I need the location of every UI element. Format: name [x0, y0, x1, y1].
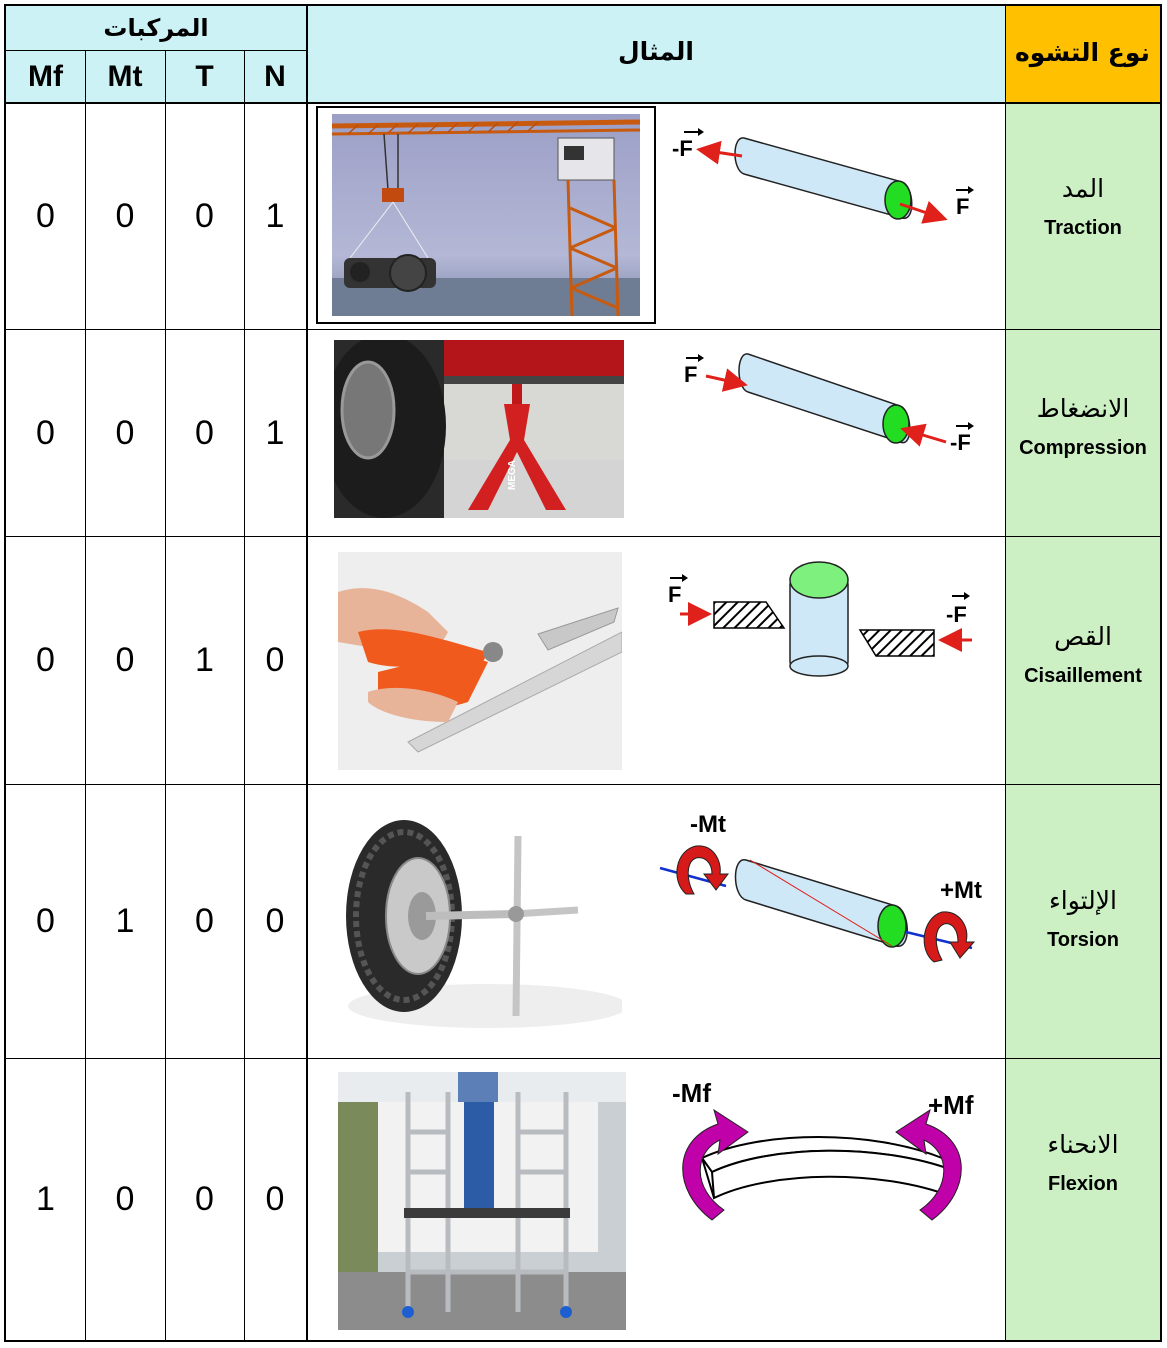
value-n: 0: [265, 641, 285, 679]
traction-right-label: F: [956, 194, 970, 219]
compression-left-label: F: [684, 362, 698, 387]
value-t: 0: [195, 902, 214, 940]
value-n: 1: [265, 413, 285, 452]
type-french: Torsion: [1047, 929, 1119, 951]
value-mf: 0: [36, 197, 55, 235]
type-arabic: الانحناء: [1047, 1130, 1119, 1159]
flexion-diagram: [662, 1070, 982, 1230]
value-mf: 0: [36, 413, 55, 452]
value-t: 0: [195, 413, 214, 452]
scaffold-photo: [338, 1072, 626, 1330]
tire-wrench-photo: [338, 806, 622, 1038]
divider: [306, 6, 308, 1340]
value-mf: 0: [36, 641, 55, 679]
col-header-mf: Mf: [28, 59, 63, 93]
compression-diagram: [666, 346, 976, 536]
value-mt: 0: [115, 641, 135, 679]
type-arabic: الانضغاط: [1036, 394, 1130, 423]
value-n: 1: [265, 197, 285, 235]
torsion-right-label: +Mt: [940, 877, 982, 904]
value-t: 1: [195, 641, 214, 679]
col-header-n: N: [264, 59, 286, 93]
jack-stand-photo: [334, 340, 624, 518]
value-t: 0: [195, 1180, 214, 1218]
type-french: Cisaillement: [1024, 665, 1142, 687]
type-french: Compression: [1019, 437, 1147, 459]
type-cell: [1006, 394, 1160, 460]
type-french: Flexion: [1047, 1173, 1118, 1195]
col-header-mt: Mt: [107, 59, 143, 93]
torsion-diagram: [656, 802, 986, 982]
components-title: المركبات: [103, 14, 209, 42]
type-cell: [1006, 1130, 1160, 1196]
value-mf: 1: [36, 1180, 55, 1218]
value-mt: 1: [115, 902, 135, 940]
example-title: المثال: [617, 36, 694, 66]
divider: [6, 50, 306, 51]
type-title: نوع التشوه: [1015, 37, 1150, 67]
shear-diagram: [662, 552, 982, 682]
traction-diagram: [666, 116, 976, 326]
type-cell: [1006, 174, 1160, 240]
value-n: 0: [265, 902, 285, 940]
traction-left-label: -F: [672, 136, 693, 161]
col-header-t: T: [195, 59, 214, 93]
shears-photo: [338, 552, 622, 770]
shear-right-label: -F: [946, 602, 967, 627]
value-mf: 0: [36, 902, 55, 940]
value-n: 0: [265, 1180, 285, 1218]
type-arabic: القص: [1054, 622, 1112, 651]
flexion-left-label: -Mf: [672, 1078, 711, 1108]
value-mt: 0: [115, 413, 135, 452]
torsion-left-label: -Mt: [690, 811, 726, 838]
type-cell: [1006, 886, 1160, 952]
type-cell: [1006, 622, 1160, 688]
value-t: 0: [195, 197, 214, 235]
crane-photo: [316, 106, 656, 324]
jack-brand-text: MEGA: [507, 460, 518, 490]
flexion-right-label: +Mf: [928, 1090, 974, 1120]
compression-right-label: -F: [950, 430, 971, 455]
value-mt: 0: [115, 1180, 135, 1218]
type-french: Traction: [1044, 217, 1122, 239]
value-mt: 0: [115, 197, 135, 235]
type-arabic: المد: [1061, 174, 1105, 203]
shear-left-label: F: [668, 582, 682, 607]
deformation-table: [4, 4, 1162, 1342]
type-arabic: الإلتواء: [1049, 886, 1117, 915]
